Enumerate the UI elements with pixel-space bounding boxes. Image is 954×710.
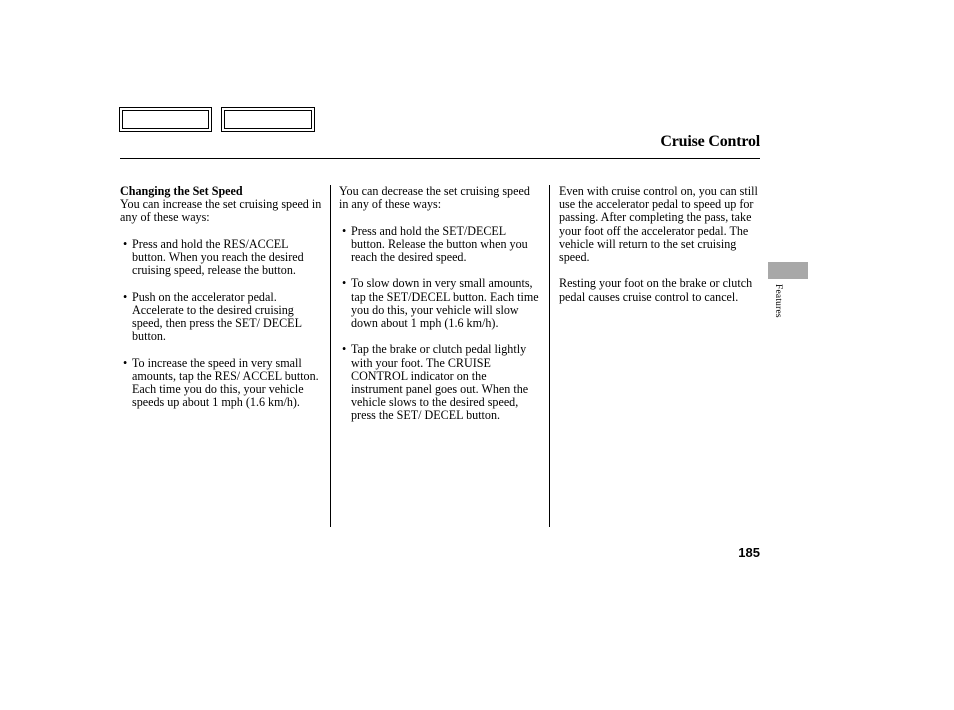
page-title: Cruise Control — [660, 133, 760, 150]
bullet-icon: • — [123, 355, 128, 370]
bullet-icon: • — [123, 289, 128, 304]
nav-box-next[interactable] — [221, 107, 315, 132]
list-item: • To increase the speed in very small amounts, tap the RES/ ACCEL button. Each time you do this, your vehicle speeds up about 1 mph (1.6 km/h). — [123, 355, 319, 410]
column-divider — [549, 185, 550, 527]
paragraph: Resting your foot on the brake or clutch pedal causes cruise control to cancel. — [559, 276, 753, 304]
bullet-icon: • — [342, 223, 347, 238]
section-tab — [768, 262, 808, 279]
list-item: • Press and hold the SET/DECEL button. Release the button when you reach the desired speed. — [342, 223, 528, 264]
section-label: Features — [773, 284, 783, 318]
list-item: • Press and hold the RES/ACCEL button. When you reach the desired cruising speed, release the button. — [123, 236, 304, 278]
column-2 — [339, 185, 539, 423]
paragraph: Even with cruise control on, you can still use the accelerator pedal to speed up for passing. After completing the pass, take your foot off the accelerator pedal. The vehicle will return to the set cruising speed. — [559, 184, 758, 265]
column-3 — [559, 185, 764, 304]
list-item: • Push on the accelerator pedal. Accelerate to the desired cruising speed, then press the SET/ DECEL button. — [123, 289, 302, 344]
column-divider — [330, 185, 331, 527]
list-item: • To slow down in very small amounts, tap the SET/DECEL button. Each time you do this, your vehicle will slow down about 1 mph (1.6 km/h). — [342, 276, 539, 330]
bullet-icon: • — [123, 236, 128, 251]
column-2-intro: You can decrease the set cruising speed in any of these ways: — [339, 184, 530, 212]
nav-box-previous[interactable] — [119, 107, 212, 132]
section-heading: Changing the Set Speed — [120, 184, 243, 198]
list-item: • Tap the brake or clutch pedal lightly with your foot. The CRUISE CONTROL indicator on the instrument panel goes out. When the vehicle slows to the desired speed, press the SET/ DECEL button. — [342, 342, 529, 423]
bullet-icon: • — [342, 342, 347, 357]
column-1 — [120, 185, 322, 409]
page-number: 185 — [738, 545, 760, 560]
header-rule — [120, 158, 760, 159]
column-1-intro: You can increase the set cruising speed in any of these ways: — [120, 197, 322, 225]
bullet-icon: • — [342, 276, 347, 291]
